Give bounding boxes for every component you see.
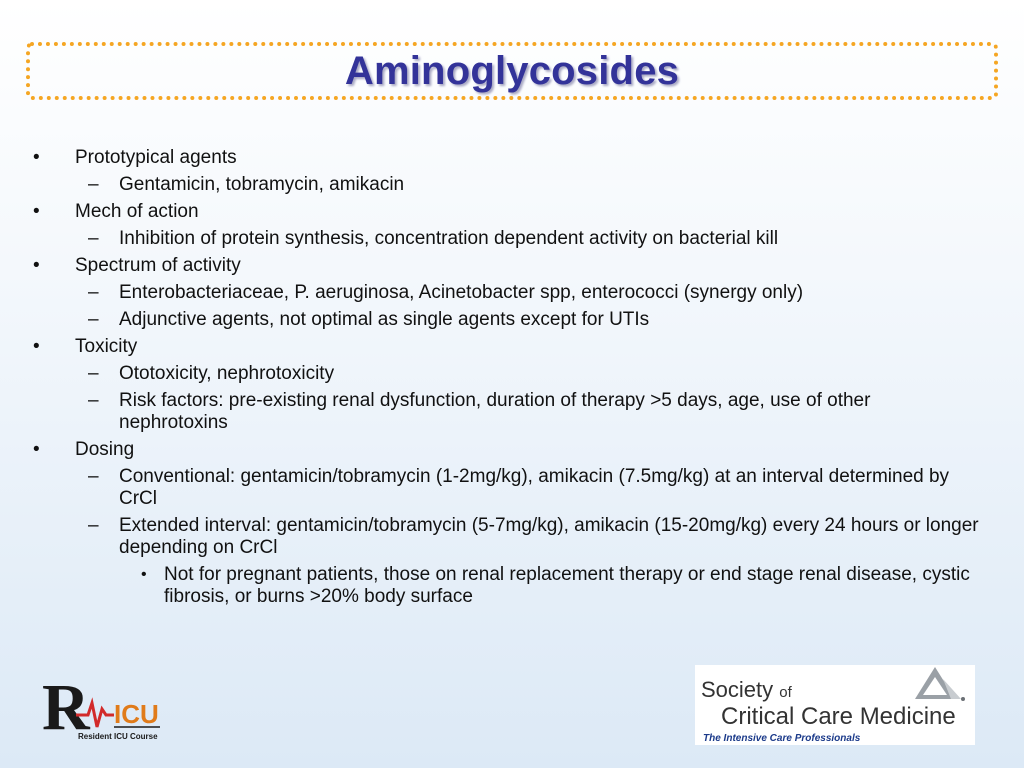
bullet-item [0,439,975,461]
bullet-marker: • [33,336,40,357]
bullet-item [0,255,975,277]
bullet-text: Mech of action [75,201,199,222]
bullet-marker: • [33,439,40,460]
bullet-marker: • [141,566,147,583]
sub-bullet-item [0,282,979,304]
bullet-marker: • [33,201,40,222]
bullet-text: Prototypical agents [75,147,237,168]
dash-marker: – [88,466,99,487]
bullet-text: Conventional: gentamicin/tobramycin (1-2mg/kg), amikacin (7.5mg/kg) at an interval determined by CrCl [119,466,950,509]
bullet-item [0,201,975,223]
ricu-logo-icon [38,667,178,747]
bullet-item [0,147,975,169]
bullet-text: Not for pregnant patients, those on renal replacement therapy or end stage renal disease, cystic fibrosis, or burns >20% body surface [164,564,970,607]
sub-bullet-item [0,390,979,434]
sccm-triangle-icon [907,665,967,705]
sccm-logo [695,665,975,745]
dash-marker: – [88,174,99,195]
sub-bullet-item [0,174,979,196]
sccm-tagline: The Intensive Care Professionals [703,733,861,744]
footer [0,655,1024,745]
dash-marker: – [88,515,99,536]
bullet-text: Ototoxicity, nephrotoxicity [119,363,335,384]
bullet-text: Extended interval: gentamicin/tobramycin (5-7mg/kg), amikacin (15-20mg/kg) every 24 hours or longer depending on CrCl [119,515,979,558]
sccm-name-line1 [701,677,792,703]
sccm-of-text: of [779,684,792,701]
ricu-mark-text: ICU [114,699,159,729]
dash-marker: – [88,363,99,384]
dash-marker: – [88,309,99,330]
bullet-text: Spectrum of activity [75,255,241,276]
bullet-marker: • [33,147,40,168]
bullet-list [0,147,1024,613]
sub-bullet-item [0,515,979,559]
ricu-logo [38,667,178,747]
sccm-society-text: Society [701,677,774,702]
bullet-text: Toxicity [75,336,138,357]
sub-bullet-item [0,309,979,331]
title-box [26,42,998,100]
slide-title: Aminoglycosides [344,48,680,93]
bullet-text: Inhibition of protein synthesis, concentration dependent activity on bacterial kill [119,228,779,249]
bullet-text: Adjunctive agents, not optimal as single agents except for UTIs [119,309,650,330]
ricu-subtitle: Resident ICU Course [78,732,158,741]
bullet-text: Risk factors: pre-existing renal dysfunction, duration of therapy >5 days, age, use of other nephrotoxins [119,390,871,433]
sccm-name-line2: Critical Care Medicine [721,703,956,730]
sub-bullet-item [0,228,979,250]
dash-marker: – [88,228,99,249]
bullet-marker: • [33,255,40,276]
sub-bullet-item [0,466,979,510]
dash-marker: – [88,282,99,303]
bullet-text: Dosing [75,439,135,460]
dash-marker: – [88,390,99,411]
sub-bullet-item [0,363,979,385]
bullet-text: Gentamicin, tobramycin, amikacin [119,174,405,195]
sub-sub-bullet-item [0,564,994,608]
bullet-text: Enterobacteriaceae, P. aeruginosa, Acinetobacter spp, enterococci (synergy only) [119,282,804,303]
ricu-mark-letter: R [42,671,90,744]
bullet-item [0,336,975,358]
